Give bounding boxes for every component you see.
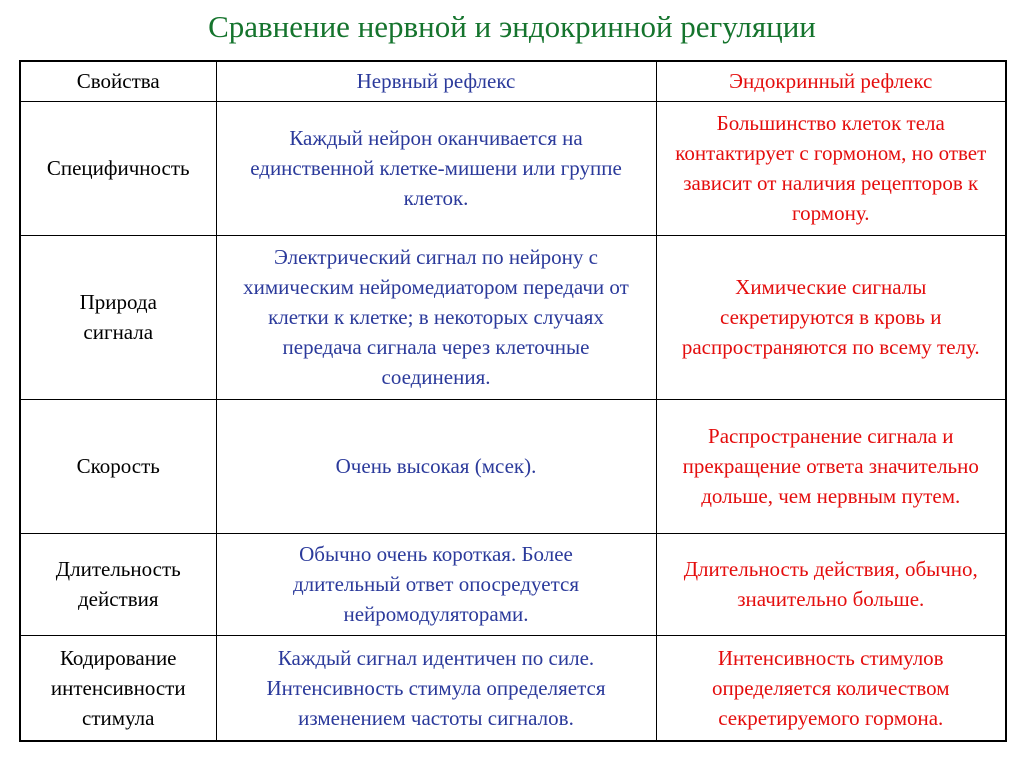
table-row bbox=[20, 533, 1006, 635]
comparison-table bbox=[19, 60, 1007, 742]
page-title: Сравнение нервной и эндокринной регуляции bbox=[208, 9, 816, 44]
row-endocrine: Длительность действия, обычно, значительно больше. bbox=[656, 533, 1006, 635]
row-property: Длительность действия bbox=[20, 533, 216, 635]
header-row bbox=[20, 61, 1006, 101]
row-endocrine: Большинство клеток тела контактирует с гормоном, но ответ зависит от наличия рецепторов к гормону. bbox=[656, 101, 1006, 235]
table-row bbox=[20, 399, 1006, 533]
table-row bbox=[20, 635, 1006, 741]
row-nervous: Каждый нейрон оканчивается на единственной клетке-мишени или группе клеток. bbox=[216, 101, 656, 235]
row-nervous: Обычно очень короткая. Более длительный ответ опосредуется нейромодуляторами. bbox=[216, 533, 656, 635]
header-nervous: Нервный рефлекс bbox=[216, 61, 656, 101]
row-property: Природа сигнала bbox=[20, 235, 216, 399]
header-endocrine: Эндокринный рефлекс bbox=[656, 61, 1006, 101]
table-row bbox=[20, 101, 1006, 235]
row-endocrine: Интенсивность стимулов определяется количеством секретируемого гормона. bbox=[656, 635, 1006, 741]
row-property: Скорость bbox=[20, 399, 216, 533]
table-row bbox=[20, 235, 1006, 399]
row-nervous: Электрический сигнал по нейрону с химическим нейромедиатором передачи от клетки к клетке; в некоторых случаях передача сигнала через клеточные соединения. bbox=[216, 235, 656, 399]
row-property: Кодирование интенсивности стимула bbox=[20, 635, 216, 741]
row-endocrine: Распространение сигнала и прекращение ответа значительно дольше, чем нервным путем. bbox=[656, 399, 1006, 533]
row-property: Специфичность bbox=[20, 101, 216, 235]
row-nervous: Очень высокая (мсек). bbox=[216, 399, 656, 533]
row-endocrine: Химические сигналы секретируются в кровь и распространяются по всему телу. bbox=[656, 235, 1006, 399]
header-property: Свойства bbox=[20, 61, 216, 101]
row-nervous: Каждый сигнал идентичен по силе. Интенсивность стимула определяется изменением частоты сигналов. bbox=[216, 635, 656, 741]
